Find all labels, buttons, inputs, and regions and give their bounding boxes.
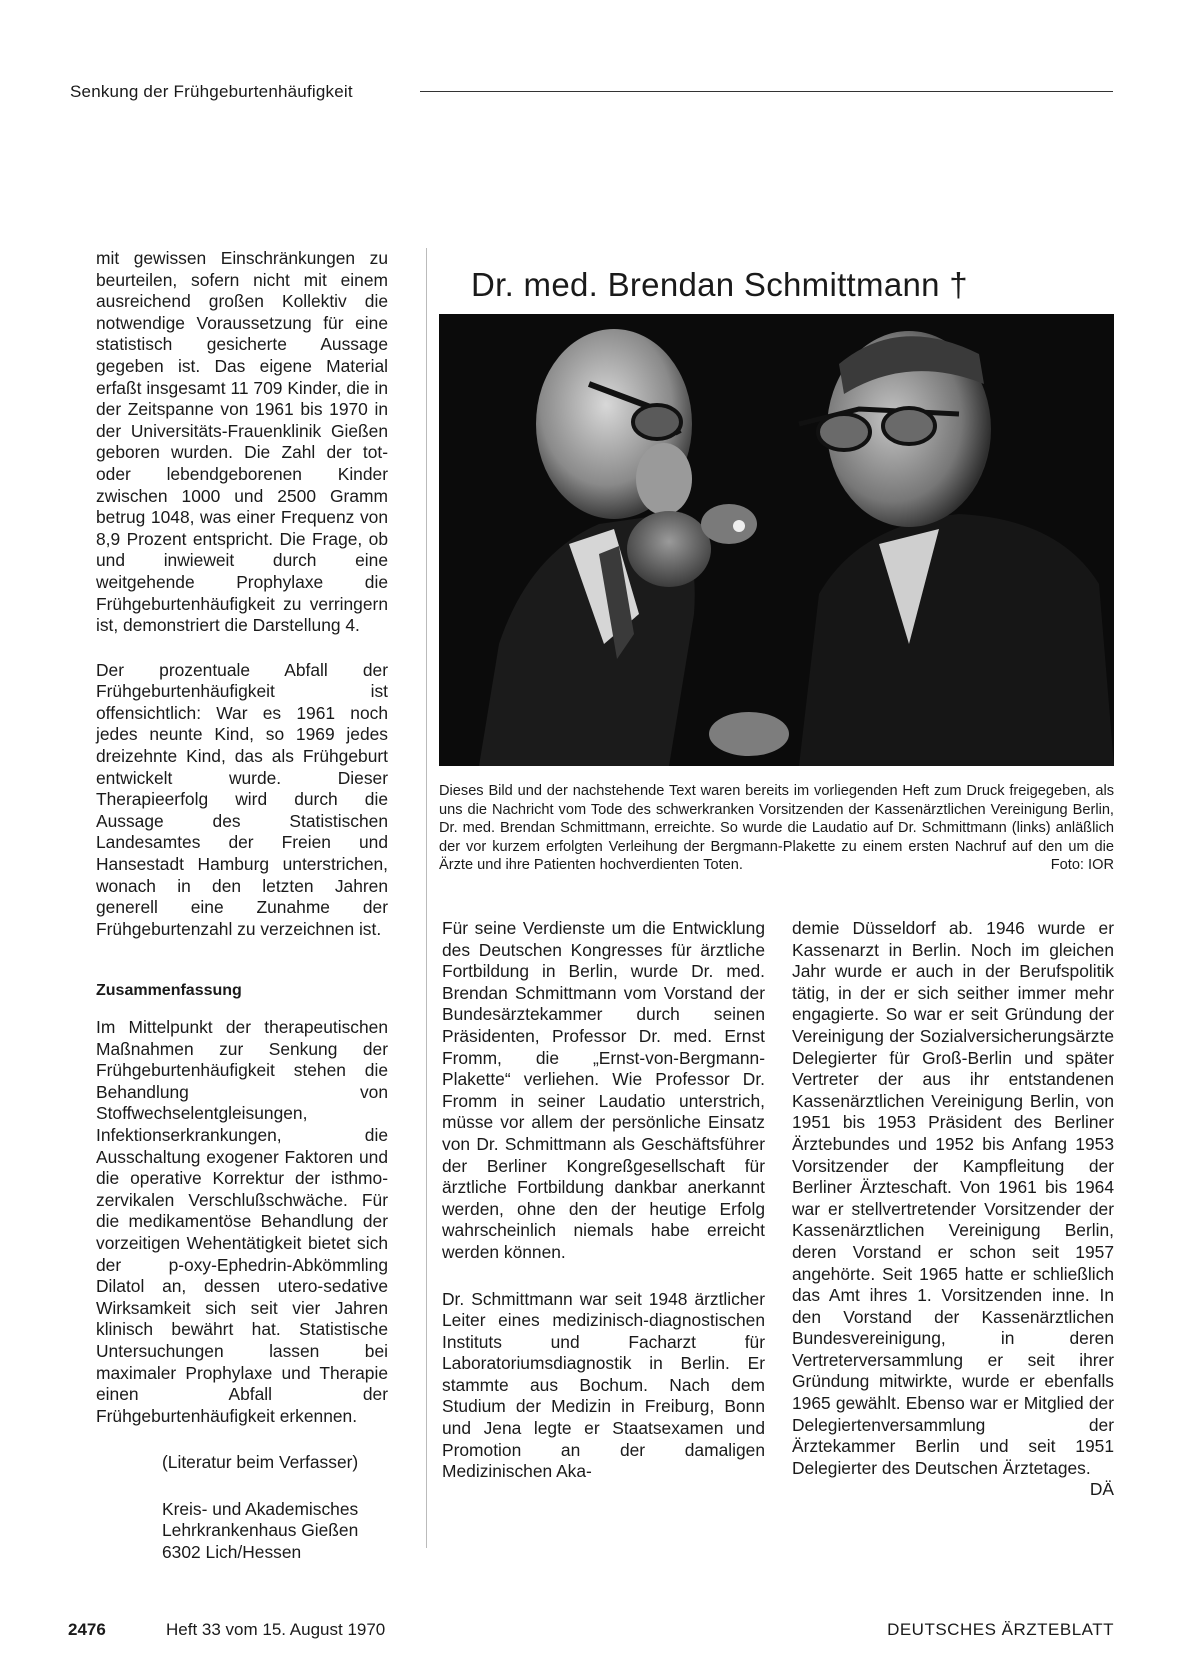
header-rule [420, 91, 1113, 92]
left-paragraph-2: Der prozentuale Abfall der Frühgeburtenhäufigkeit ist offensichtlich: War es 1961 noch jedes neunte Kind, so 1969 jedes dreizehnte Kind, das als Frühgeburt entwickelt wurde. Dieser Therapieerfolg wird durch die Aussage des Statistischen Landesamtes der Freien und Hansestadt Hamburg unterstrichen, wonach in den letzten Jahren generell eine Zunahme der Frühgeburtenzahl zu verzeichnen ist. [96, 659, 388, 939]
journal-name: DEUTSCHES ÄRZTEBLATT [887, 1620, 1114, 1639]
column-divider [426, 248, 427, 1548]
caption-text: Dieses Bild und der nachstehende Text waren bereits im vorliegenden Heft zum Druck freigegeben, als uns die Nachricht vom Tode des schwerkranken Vorsitzenden der Kassenärztlichen Vereinigung Berlin, Dr. med. Brendan Schmittmann, erreichte. So wurde die Laudatio auf Dr. Schmittmann (links) anläßlich der vor kurzem erfolgten Verleihung der Bergmann-Plakette zu einem ersten Nachruf auf den um die Ärzte und ihre Patienten hochverdienten Toten. [439, 783, 1114, 874]
address-line: 6302 Lich/Hessen [162, 1542, 302, 1563]
left-paragraph-1: mit gewissen Einschränkungen zu beurteilen, sofern nicht mit einem ausreichend großen Kollektiv die notwendige Voraussetzung für eine statistisch gesicherte Aussage gegeben ist. Das eigene Material erfaßt insgesamt 11 709 Kinder, die in der Zeitspanne von 1961 bis 1970 in der Universitäts-Frauenklinik Gießen geboren wurden. Die Zahl der tot- oder lebendgeborenen Kinder zwischen 1000 und 2500 Gramm betrug 1048, was einer Frequenz von 8,9 Prozent entspricht. Die Frage, ob und inwieweit durch eine weitgehende Prophylaxe die Frühgeburtenhäufigkeit zu verringern ist, demonstriert die Darstellung 4. [96, 248, 388, 636]
photo-caption [439, 782, 1114, 875]
left-column [96, 248, 388, 1564]
middle-paragraph-1: Für seine Verdienste um die Entwicklung des Deutschen Kongresses für ärztliche Fortbildung in Berlin, wurde Dr. med. Brendan Schmittmann vom Vorstand der Bundesärztekammer durch seinen Präsidenten, Professor Dr. med. Ernst Fromm, die „Ernst-von-Bergmann-Plakette“ verliehen. Wie Professor Dr. Fromm in seiner Laudatio unterstrich, müsse vor allem der persönliche Einsatz von Dr. Schmittmann als Geschäftsführer der Berliner Kongreßgesellschaft für ärztliche Fortbildung dankbar anerkannt werden, ohne den der heutige Erfolg wahrscheinlich niemals habe erreicht werden können. [442, 918, 765, 1262]
right-column [792, 918, 1114, 1501]
author-address [162, 1499, 388, 1564]
photo-credit: Foto: IOR [1050, 857, 1114, 874]
summary-text: Im Mittelpunkt der therapeutischen Maßnahmen zur Senkung der Frühgeburtenhäufigkeit stehen die Behandlung von Stoffwechselentgleisungen, Infektionserkrankungen, die Ausschaltung exogener Faktoren und die operative Korrektur der isthmo-zervikalen Verschlußschwäche. Für die medikamentöse Behandlung der vorzeitigen Wehentätigkeit bietet sich der p-oxy-Ephedrin-Abkömmling Dilatol an, dessen utero-sedative Wirksamkeit sich seit vier Jahren klinisch bewährt hat. Statistische Untersuchungen lassen bei maximaler Prophylaxe und Therapie einen Abfall der Frühgeburtenhäufigkeit erkennen. [96, 1017, 388, 1426]
portrait-photo [439, 314, 1114, 766]
page-number: 2476 [68, 1620, 106, 1639]
right-paragraph-text: demie Düsseldorf ab. 1946 wurde er Kassenarzt in Berlin. Noch im gleichen Jahr wurde er auch in der Berufspolitik tätig, in der er sich seither immer mehr engagierte. So war er seit Gründung der Vereinigung der Sozialversicherungsärzte Delegierter für Groß-Berlin und später Vertreter der aus ihr entstandenen Kassenärztlichen Vereinigung Berlin, von 1951 bis 1953 Präsident des Berliner Ärztebundes und 1952 bis Anfang 1953 Vorsitzender der Kampfleitung der Berliner Ärzteschaft. Von 1961 bis 1964 war er stellvertretender Vorsitzender der Kassenärztlichen Vereinigung Berlin, deren Vorstand er schon seit 1957 angehörte. Seit 1965 hatte er schließlich das Amt ihres 1. Vorsitzenden inne. In den Vorstand der Kassenärztlichen Bundesvereinigung, in deren Vertreterversammlung er seit ihrer Gründung mitwirkte, wurde er ebenfalls 1965 gewählt. Ebenso war er Mitglied der Delegiertenversammlung der Ärztekammer Berlin und seit 1951 Delegierter des Deutschen Ärztetages. [792, 918, 1114, 1478]
author-initials: DÄ [1089, 1479, 1114, 1500]
right-paragraph [792, 918, 1114, 1500]
address-line: Lehrkrankenhaus Gießen [162, 1520, 359, 1541]
middle-paragraph-2: Dr. Schmittmann war seit 1948 ärztlicher Leiter eines medizinisch-diagnostischen Instituts und Facharzt für Laboratoriumsdiagnostik in Berlin. Er stammte aus Bochum. Nach dem Studium der Medizin in Freiburg, Bonn und Jena legte er Staatsexamen und Promotion an der damaligen Medizinischen Aka- [442, 1288, 765, 1482]
running-header: Senkung der Frühgeburtenhäufigkeit [70, 82, 353, 101]
summary-heading: Zusammenfassung [96, 982, 242, 1000]
address-line: Kreis- und Akademisches [162, 1498, 359, 1519]
article-title: Dr. med. Brendan Schmittmann † [471, 266, 968, 304]
issue-info: Heft 33 vom 15. August 1970 [166, 1620, 386, 1639]
literature-note: (Literatur beim Verfasser) [162, 1452, 359, 1473]
middle-column [442, 918, 765, 1483]
